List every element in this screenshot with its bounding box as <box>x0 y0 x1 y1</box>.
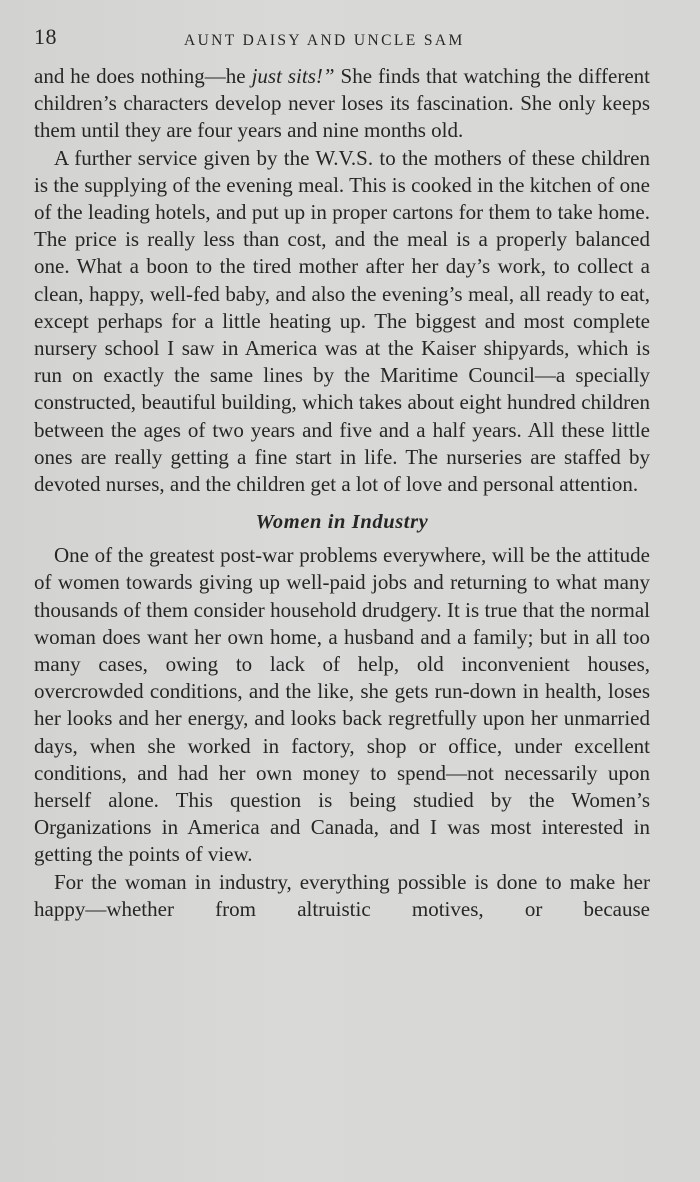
paragraph-wvs-evening-meal: A further service given by the W.V.S. to the mothers of these children is the supplying of the evening meal. This is cooked in the kitchen of one of the leading hotels, and put up in proper cartons for them to take home. The price is really less than cost, and the meal is a properly balanced one. What a boon to the tired mother after her day’s work, to collect a clean, happy, well-fed baby, and also the evening’s meal, all ready to eat, except perhaps for a little heating up. The biggest and most complete nursery school I saw in America was at the Kaiser shipyards, which is run on exactly the same lines by the Maritime Council—a specially constructed, beautiful building, which takes about eight hundred children between the ages of two years and five and a half years. All these little ones are really getting a fine start in life. The nurseries are staffed by devoted nurses, and the children get a lot of love and personal attention. <box>34 145 650 497</box>
page-number: 18 <box>34 24 57 49</box>
paragraph-continued-text: and he does nothing—he <box>34 64 252 88</box>
emphasis-just-sits: just sits!” <box>251 64 335 88</box>
running-head <box>34 24 650 54</box>
section-heading: Women in Industry <box>255 511 429 534</box>
running-title: AUNT DAISY AND UNCLE SAM <box>184 32 465 49</box>
paragraph-continued <box>34 63 650 145</box>
paragraph-post-war-problems: One of the greatest post-war problems everywhere, will be the attitude of women towards giving up well-paid jobs and returning to what many thousands of them consider household drudgery. It is true that the normal woman does want her own home, a husband and a family; but in all too many cases, owing to lack of help, old inconvenient houses, overcrowded conditions, and the like, she gets run-down in health, loses her looks and her energy, and looks back regretfully upon her unmarried days, when she worked in factory, shop or office, under excellent conditions, and had her own money to spend—not necessarily upon herself alone. This question is being studied by the Women’s Organizations in America and Canada, and I was most interested in getting the points of view. <box>34 543 650 867</box>
paragraph-continued-text-end: She finds that watching the different children’s characters develop never loses its fascination. She only keeps them until they are four years and nine months old. <box>34 64 650 143</box>
paragraph-woman-in-industry: For the woman in industry, everything possible is done to make her happy—whether from altruistic motives, or because <box>34 869 650 921</box>
body-text <box>34 63 650 923</box>
